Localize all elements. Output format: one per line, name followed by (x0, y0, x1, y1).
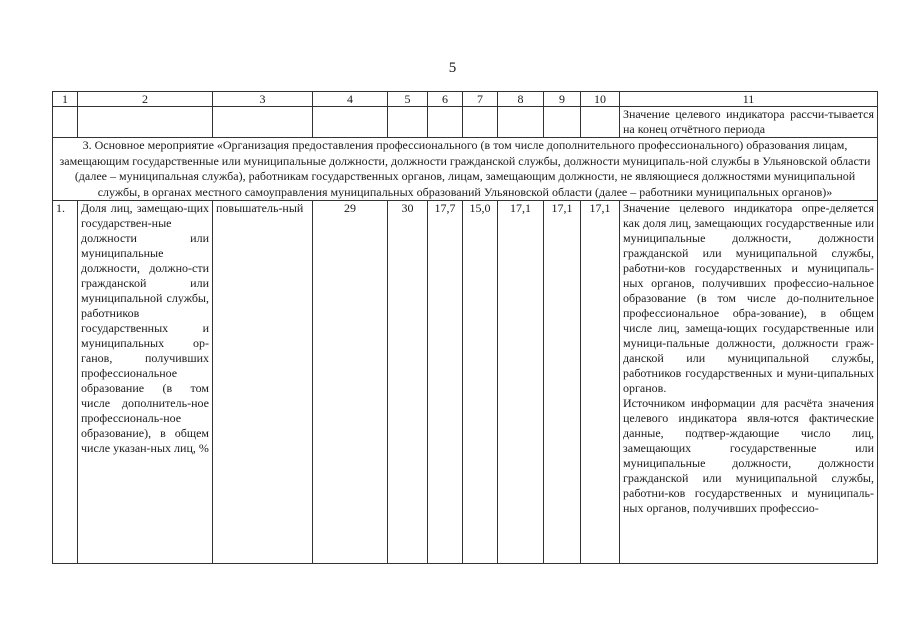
header-cell: 10 (581, 92, 620, 107)
indicator-table (52, 91, 878, 564)
value-cell: 17,1 (581, 201, 620, 564)
table-row (53, 201, 878, 564)
header-cell: 11 (620, 92, 878, 107)
header-cell: 4 (313, 92, 388, 107)
value-cell: 15,0 (463, 201, 498, 564)
value-cell: 17,1 (544, 201, 581, 564)
source-text: Источником информации для расчёта значения целевого индикатора явля-ются фактические данные, подтвер-ждающие число лиц, замещающих государственные или муниципальные должности, должности гражданской или муниципальной службы, работни-ков государственных и муниципаль-ных органов, получивших профессио- (623, 396, 874, 515)
header-cell: 8 (498, 92, 544, 107)
table-header-row (53, 92, 878, 107)
page-number: 5 (448, 60, 457, 76)
section-row (53, 138, 878, 201)
indicator-description (620, 201, 878, 564)
section-title: 3. Основное мероприятие «Организация предоставления профессионального (в том числе дополнительного профессионального) образования лицам, замещающим государственные или муниципальные должности, должности гражданской службы, должности муниципаль-ной службы в Ульяновской области (далее – муниципальная служба), работникам государственных органов, лицам, замещающим должности, не являющиеся должностями муниципальной службы, в органах местного самоуправления муниципальных образований Ульяновской области (далее – работники муниципальных органов)» (53, 138, 878, 201)
table-row (53, 107, 878, 138)
value-cell: 17,1 (498, 201, 544, 564)
indicator-type: повышатель-ный (213, 201, 313, 564)
header-cell: 6 (428, 92, 463, 107)
header-cell: 3 (213, 92, 313, 107)
row-number: 1. (53, 201, 78, 564)
description-text: Значение целевого индикатора опре-деляется как доля лиц, замещающих государственные или муниципальные должности, должности гражданской или муниципальной службы, работни-ков государственных и муниципаль-ных органов, получивших профессио-нальное образование (в том числе до-полнительное профессиональное обра-зование), в общем числе лиц, замеща-ющих государственные или муници-пальные должности, должности граж-данской или муниципальной службы, работников государственных и муни-ципальных органов. (623, 201, 874, 395)
header-cell: 1 (53, 92, 78, 107)
header-cell: 5 (388, 92, 428, 107)
indicator-name: Доля лиц, замещаю-щих государствен-ные должности или муниципальные должности, должно-сти гражданской или муниципальной службы, работников государственных и муниципальных ор-ганов, получивших профессиональное образование (в том числе дополнитель-ное профессиональ-ное образование), в общем числе указан-ных лиц, % (78, 201, 213, 564)
header-cell: 7 (463, 92, 498, 107)
header-cell: 9 (544, 92, 581, 107)
value-cell: 29 (313, 201, 388, 564)
value-cell: 17,7 (428, 201, 463, 564)
value-cell: 30 (388, 201, 428, 564)
prev-row-note: Значение целевого индикатора рассчи-тывается на конец отчётного периода (620, 107, 878, 138)
header-cell: 2 (78, 92, 213, 107)
